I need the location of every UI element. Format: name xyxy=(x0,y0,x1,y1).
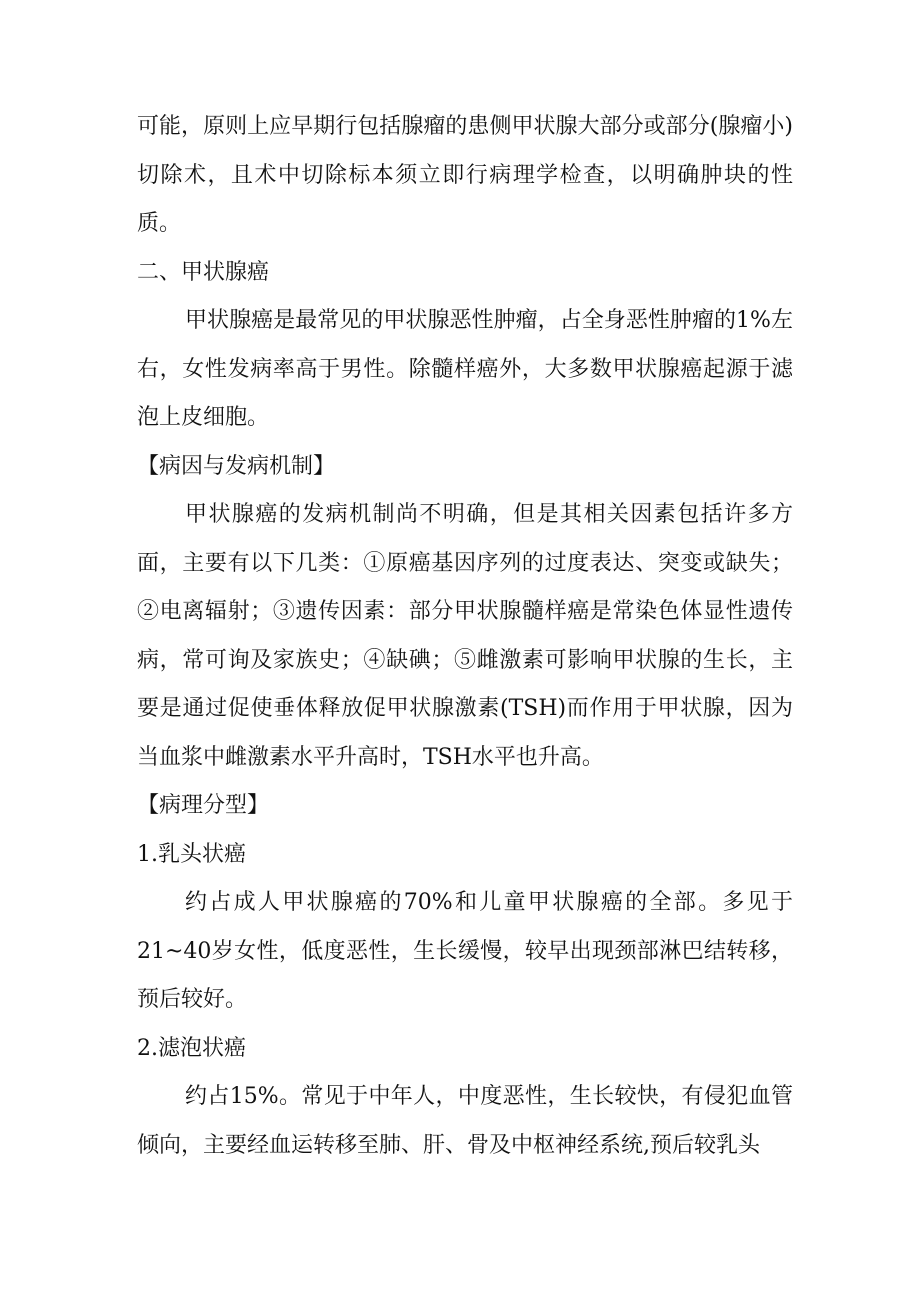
section-heading-etiology: 【病因与发病机制】 xyxy=(137,453,336,479)
subheading-follicular-carcinoma: 2.滤泡状癌 xyxy=(137,1035,246,1061)
paragraph-thyroid-cancer-intro: 甲状腺癌是最常见的甲状腺恶性肿瘤，占全身恶性肿瘤的1%左右，女性发病率高于男性。除髓样癌外，大多数甲状腺癌起源于滤泡上皮细胞。 xyxy=(137,308,793,430)
paragraph-papillary-carcinoma: 约占成人甲状腺癌的70%和儿童甲状腺癌的全部。多见于21~40岁女性，低度恶性，生长缓慢，较早出现颈部淋巴结转移，预后较好。 xyxy=(137,890,793,1012)
paragraph-follicular-carcinoma: 约占15%。常见于中年人，中度恶性，生长较快，有侵犯血管倾向，主要经血运转移至肺、肝、骨及中枢神经系统,预后较乳头 xyxy=(137,1084,793,1158)
paragraph-etiology: 甲状腺癌的发病机制尚不明确，但是其相关因素包括许多方面，主要有以下几类：①原癌基因序列的过度表达、突变或缺失；②电离辐射；③遗传因素：部分甲状腺髓样癌是常染色体显性遗传病，常可询及家族史；④缺碘；⑤雌激素可影响甲状腺的生长，主要是通过促使垂体释放促甲状腺激素(TSH)而作用于甲状腺，因为当血浆中雌激素水平升高时，TSH水平也升高。 xyxy=(137,502,793,770)
subheading-papillary-carcinoma: 1.乳头状癌 xyxy=(137,841,246,867)
section-heading-thyroid-cancer: 二、甲状腺癌 xyxy=(137,259,270,285)
section-heading-pathology: 【病理分型】 xyxy=(137,793,270,818)
paragraph-continuation: 可能，原则上应早期行包括腺瘤的患侧甲状腺大部分或部分(腺瘤小)切除术，且术中切除标本须立即行病理学检查，以明确肿块的性质。 xyxy=(137,114,793,236)
document-body xyxy=(137,103,793,1170)
